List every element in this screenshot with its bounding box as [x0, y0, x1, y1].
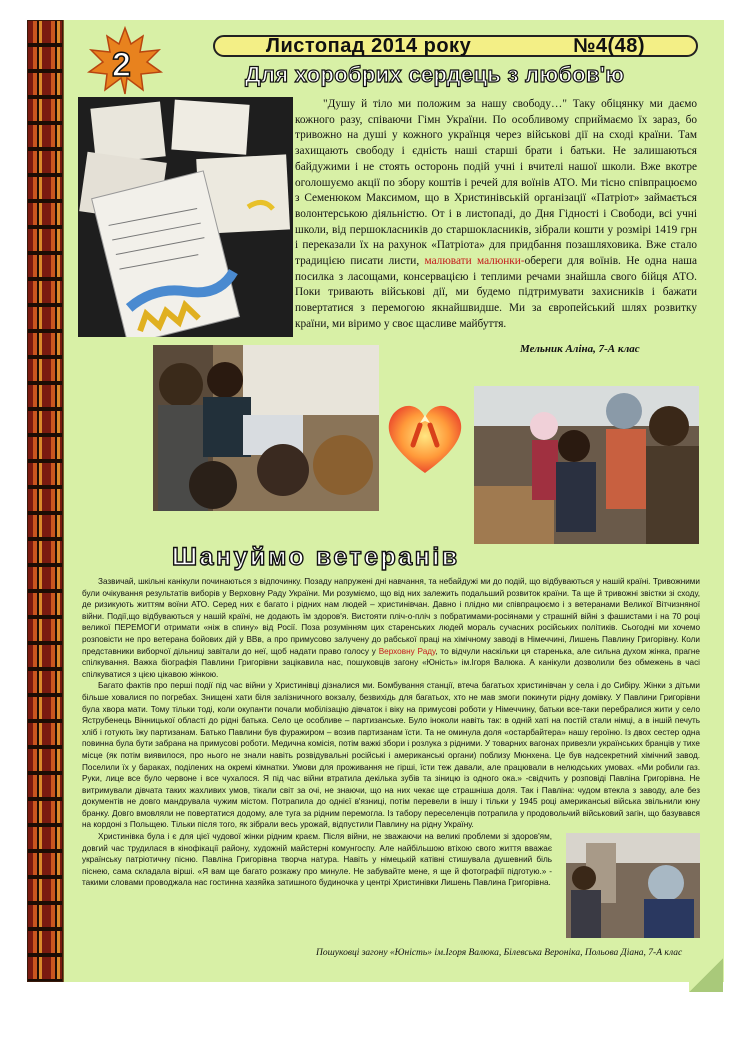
issue-number: №4(48): [573, 35, 646, 57]
article1-signature: Мельник Аліна, 7-А клас: [520, 343, 640, 355]
article2-paragraph-1: [82, 576, 700, 680]
students-photo: [474, 386, 699, 544]
article1-title: Для хоробрих сердець з любов'ю: [245, 62, 625, 87]
article2-text-2: , то відчули наскільки ця старенька, але сильна духом жінка, прагне спілкування. Важка біографія Павлини Григорівни зацікавила нас, пошуковців загону «Юність» ім.Ігоря Валюка. А канікули дозволили без обмежень в часі спілкуватися з цією цікавою жінкою.: [82, 646, 700, 679]
article2-title: Шануймо ветеранів: [172, 543, 460, 571]
article1-paragraph: [295, 97, 697, 333]
article2-paragraph-2: Багато фактів про перші події під час війни у Христинівці дізналися ми. Бомбування станції, втеча багатьох христинівчан у села і до Сибіру. Жінки з дітьми більше ховалися по погребах. Знищені хати біля залізничного вокзалу, безвихідь для багатьох, хто не мав змоги покинути рідну домівку. У Павлини Григорівни була хвора мати. Тому тільки тоді, коли окупанти почали мобілізацію дівчаток і віку на примусові роботи у Німеччину, батьки все-таки перебралися жити у село Яструбенець Вінницької області до рідні батька. Село це особливе – партизанське. Було іноколи навіть так: в одній хаті на постій стали німці, а в іншій печуть хліб і готують їжу партизанам. Батько Павлини був фуражиром – возив партизанам їсти. Та не оминула доля «остарбайтера» нашу героїню. Із двох сестер одна повинна була бути забрана на примусові роботи. Медична комісія, потім важкі збори і розлука з рідними. У товарних вагонах привезли українських бранців у тихе місце (як потім виявилося, про нього не знали навіть розвідувальні російські і американські органи) поблизу Мюнхена. Це був надсекретний хімічний завод. Поселили їх у бараках, поділених на окремі кімнатки. Умови для проживання не гірші, їсти теж давали, але працювали в нелюдських умовах. «Ми робили газ. Руки, лице все було червоне і все чухалося. Я під час війни втратила декілька зубів та зіницю із одного ока.» -свідчить у розповіді Павліна Григорівна. Не витримували дівчата таких жахливих умов, тікали світ за очі, не знаючи, що на них чекає ще страшніша доля. Так і Павліна: чудом втекла з заводу, але без документів не довго мандрувала чужим містом. Потрапила до однієї в'язниці, потім перевели в іншу і тільки у 1945 році американські війська звільнили юну бранку. Довго вмовляли не повертатися додому, але туга за рідним перемогла. Із табору переселенців потрапила у продовольчий військовий загін, що базувався на кордоні з Польщею. Тільки після того, як зібрали весь урожай, відпустили Павлину на рідну Україну.: [82, 681, 700, 830]
article1-text-1: "Душу й тіло ми положим за нашу свободу…" Таку обіцянку ми даємо кожного разу, співаючи Гімн України. По особливому сприймаємо їх зараз, бо тривожно на душі у кожного українця через військові дії на сході країни. Там захищають свободу і єдність наші старші брати і батьки. Не залишаються байдужими і не стоять осторонь подій учні і вчителі нашої школи. Вже вкотре оголошуємо акції по збору коштів і речей для воїнів АТО. Ми тісно співпрацюємо з Семенюком Максимом, що в Христинівській організації «Патріот» займається волонтерською діяльністю. От і в листопаді, до Дня Гідності і Свободи, всі учні школи, від першокласників до старшокласників, зібрали кошти у розмірі 1419 грн і переказали їх на рахунок «Патріота» для придбання позашляховика. Вже стало традицією писати листи,: [295, 98, 697, 268]
page-curl: [689, 958, 723, 992]
issue-header: [213, 35, 698, 57]
issue-date: Листопад 2014 року: [265, 35, 472, 57]
article1-text-2: обереги для воїнів. Не одна наша посилка з ласощами, консервацією і теплими речами знайшла свого бійця АТО. Поки тривають військові дії, ми будемо підтримувати захисників і бажати повертатися з перемогою якнайшвидше. Ми за європейський шлях розвитку країни, ми віримо у своє щасливе майбуття.: [295, 255, 697, 330]
article2-paragraph-3: Христинівка була і є для цієї чудової жінки рідним краєм. Після війни, не зважаючи на великі проблеми зі здоров'ям, довгий час трудилася в кінофікації району, художній майстерні комунгоспу. Але найбільшою втіхою свого життя вважає українську патріотичну пісню. Павліна Григорівна творча натура. Навіть у німецькій катівні стишувала душевний біль піснею, сама складала вірші. «Я вам ще багато розкажу про минуле. Не забувайте мене, я ще й фотографії підготую.» - такими словами проводжала нас гостинна хазяйка затишного будиночка у центрі Христинівки Лишень Павлина Григорівна.: [82, 832, 552, 888]
heart-hands-icon: [380, 393, 470, 483]
ornamental-border: [27, 20, 63, 982]
article1-body: [295, 97, 697, 333]
article2-text-red: Верховну Раду: [378, 646, 436, 656]
article2-signature: Пошуковці загону «Юність» ім.Ігоря Валюка, Білевська Вероніка, Польова Діана, 7-А клас: [316, 948, 683, 958]
page-number: 2: [112, 46, 131, 84]
letters-photo: [78, 97, 293, 337]
article1-text-red: малювати малюнки-: [424, 255, 525, 268]
article2-text-1: Зазвичай, шкільні канікули починаються з відпочинку. Позаду напружені дні навчання, та небайдужі ми до подій, що відбуваються у нашій країні. Тривожними були очікування результатів виборів у Верховну Раду України. Ми розуміємо, що від них залежить подальший розвиток країни. Та ще й тривожні звістки зі сходу, де ризикують життям воїни АТО. Серед них є багато і рідних нам людей – христинівчан. Давно і плідно ми співпрацюємо і з ветеранами Великої Вітчизняної війни. Події,що відбуваються у нашій країні, не додають їм здоров'я. Вистояти пліч-о-пліч з побратимами-росіянами у страшній війні з фашистами і на 70 році великої ПЕРЕМОГИ отримати «ніж в спину» від Росії. Поза розумінням цих старенських людей мораль сучасних російських політиків. Сьогодні ми хочемо розповісти не про ветерана бойових дій у ВВв, а про примусово залучену до рабської праці на хімічному заводі в Німеччині, Лишень Павлину Григорівну. Коли представники виборчої дільниці завітали до неї, щоб надати право голосу у: [82, 577, 700, 656]
teachers-photo: [153, 345, 379, 511]
veteran-photo: [566, 833, 700, 938]
